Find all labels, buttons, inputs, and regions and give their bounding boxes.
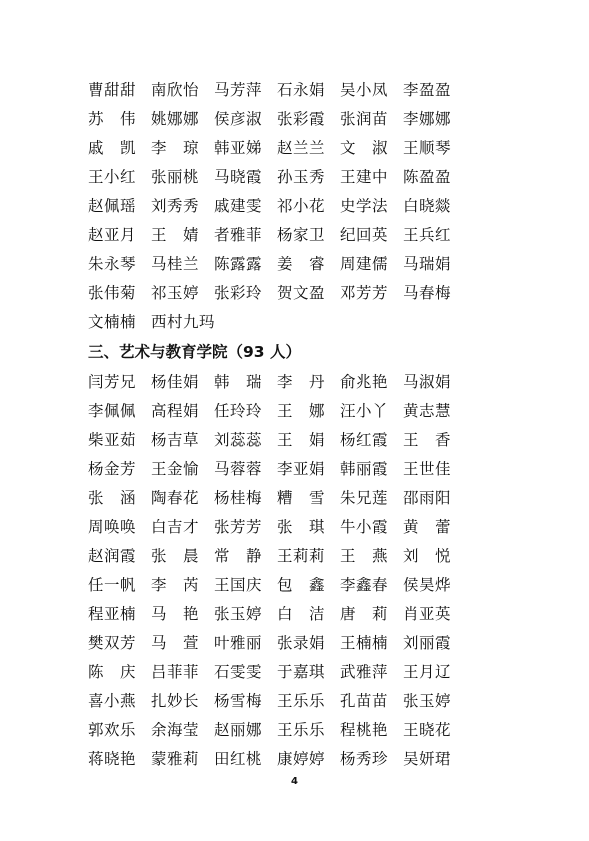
person-name: 马瑞娟 xyxy=(403,254,452,273)
person-name: 孙玉秀 xyxy=(277,167,326,186)
person-name: 王楠楠 xyxy=(340,633,389,652)
person-name: 常 静 xyxy=(214,546,263,565)
person-name: 王 婧 xyxy=(151,225,200,244)
person-name: 糟 雪 xyxy=(277,488,326,507)
person-name: 韩亚娣 xyxy=(214,138,263,157)
person-name: 任玲玲 xyxy=(214,401,263,420)
person-name: 李佩佩 xyxy=(88,401,137,420)
person-name: 吴妍珺 xyxy=(403,749,452,768)
person-name: 马蓉蓉 xyxy=(214,459,263,478)
name-row xyxy=(88,395,558,424)
person-name: 王兵红 xyxy=(403,225,452,244)
person-name: 王乐乐 xyxy=(277,691,326,710)
name-row xyxy=(88,306,558,335)
person-name: 杨吉草 xyxy=(151,430,200,449)
person-name: 马淑娟 xyxy=(403,372,452,391)
person-name: 王晓花 xyxy=(403,720,452,739)
person-name: 张 涵 xyxy=(88,488,137,507)
person-name: 祁玉婷 xyxy=(151,283,200,302)
person-name: 张润苗 xyxy=(340,109,389,128)
name-row xyxy=(88,424,558,453)
name-row xyxy=(88,74,558,103)
person-name: 张伟菊 xyxy=(88,283,137,302)
person-name: 王小红 xyxy=(88,167,137,186)
person-name: 张彩霞 xyxy=(277,109,326,128)
person-name: 黄志慧 xyxy=(403,401,452,420)
person-name: 李亚娟 xyxy=(277,459,326,478)
person-name: 王 娟 xyxy=(277,430,326,449)
person-name: 赵润霞 xyxy=(88,546,137,565)
person-name: 喜小燕 xyxy=(88,691,137,710)
person-name: 陶春花 xyxy=(151,488,200,507)
person-name: 马春梅 xyxy=(403,283,452,302)
person-name: 肖亚英 xyxy=(403,604,452,623)
person-name: 陈露露 xyxy=(214,254,263,273)
person-name: 吕菲菲 xyxy=(151,662,200,681)
name-row xyxy=(88,598,558,627)
person-name: 侯昊烨 xyxy=(403,575,452,594)
person-name: 李 丹 xyxy=(277,372,326,391)
person-name: 赵亚月 xyxy=(88,225,137,244)
name-row xyxy=(88,540,558,569)
person-name: 张 琪 xyxy=(277,517,326,536)
person-name: 赵佩瑶 xyxy=(88,196,137,215)
person-name: 赵丽娜 xyxy=(214,720,263,739)
person-name: 王 娜 xyxy=(277,401,326,420)
person-name: 李 琼 xyxy=(151,138,200,157)
name-row xyxy=(88,248,558,277)
name-row xyxy=(88,103,558,132)
name-row xyxy=(88,743,558,772)
person-name: 张录娟 xyxy=(277,633,326,652)
person-name: 马芳萍 xyxy=(214,80,263,99)
person-name: 李盈盈 xyxy=(403,80,452,99)
person-name: 邵雨阳 xyxy=(403,488,452,507)
person-name: 牛小霞 xyxy=(340,517,389,536)
name-row xyxy=(88,569,558,598)
person-name: 张丽桃 xyxy=(151,167,200,186)
person-name: 杨金芳 xyxy=(88,459,137,478)
page-number: 4 xyxy=(291,776,298,787)
person-name: 李鑫春 xyxy=(340,575,389,594)
person-name: 余海莹 xyxy=(151,720,200,739)
person-name: 刘丽霞 xyxy=(403,633,452,652)
person-name: 朱永琴 xyxy=(88,254,137,273)
person-name: 白 洁 xyxy=(277,604,326,623)
name-list-art-education xyxy=(88,366,558,772)
name-row xyxy=(88,627,558,656)
person-name: 白晓燚 xyxy=(403,196,452,215)
person-name: 王 燕 xyxy=(340,546,389,565)
person-name: 史学法 xyxy=(340,196,389,215)
person-name: 张 晨 xyxy=(151,546,200,565)
person-name: 王莉莉 xyxy=(277,546,326,565)
person-name: 杨雪梅 xyxy=(214,691,263,710)
person-name: 汪小丫 xyxy=(340,401,389,420)
person-name: 贺文盈 xyxy=(277,283,326,302)
person-name: 姜 睿 xyxy=(277,254,326,273)
name-row xyxy=(88,190,558,219)
person-name: 南欣怡 xyxy=(151,80,200,99)
person-name: 俞兆艳 xyxy=(340,372,389,391)
person-name: 石永娟 xyxy=(277,80,326,99)
person-name: 杨桂梅 xyxy=(214,488,263,507)
person-name: 孔苗苗 xyxy=(340,691,389,710)
person-name: 侯彦淑 xyxy=(214,109,263,128)
person-name: 刘 悦 xyxy=(403,546,452,565)
person-name: 王建中 xyxy=(340,167,389,186)
person-name: 唐 莉 xyxy=(340,604,389,623)
person-name: 李娜娜 xyxy=(403,109,452,128)
person-name: 陈盈盈 xyxy=(403,167,452,186)
person-name: 戚 凯 xyxy=(88,138,137,157)
person-name: 纪回英 xyxy=(340,225,389,244)
person-name: 刘蕊蕊 xyxy=(214,430,263,449)
name-row xyxy=(88,685,558,714)
person-name: 文 淑 xyxy=(340,138,389,157)
person-name: 康婷婷 xyxy=(277,749,326,768)
person-name: 扎妙长 xyxy=(151,691,200,710)
person-name: 杨秀珍 xyxy=(340,749,389,768)
person-name: 苏 伟 xyxy=(88,109,137,128)
person-name: 蒙雅莉 xyxy=(151,749,200,768)
person-name: 闫芳兄 xyxy=(88,372,137,391)
person-name: 石雯雯 xyxy=(214,662,263,681)
person-name: 马桂兰 xyxy=(151,254,200,273)
person-name: 韩 瑞 xyxy=(214,372,263,391)
person-name: 田红桃 xyxy=(214,749,263,768)
person-name: 程亚楠 xyxy=(88,604,137,623)
person-name: 武雅萍 xyxy=(340,662,389,681)
name-list-previous-section xyxy=(88,74,558,335)
person-name: 朱兄莲 xyxy=(340,488,389,507)
name-row xyxy=(88,132,558,161)
person-name: 曹甜甜 xyxy=(88,80,137,99)
person-name: 叶雅丽 xyxy=(214,633,263,652)
person-name: 王月辽 xyxy=(403,662,452,681)
person-name: 王金愉 xyxy=(151,459,200,478)
person-name: 于嘉琪 xyxy=(277,662,326,681)
person-name: 马 萱 xyxy=(151,633,200,652)
person-name: 李 芮 xyxy=(151,575,200,594)
person-name: 蒋晓艳 xyxy=(88,749,137,768)
person-name: 高程娟 xyxy=(151,401,200,420)
name-row xyxy=(88,219,558,248)
person-name: 吴小凤 xyxy=(340,80,389,99)
person-name: 张芳芳 xyxy=(214,517,263,536)
person-name: 包 鑫 xyxy=(277,575,326,594)
person-name: 王乐乐 xyxy=(277,720,326,739)
person-name: 韩丽霞 xyxy=(340,459,389,478)
person-name: 周唤唤 xyxy=(88,517,137,536)
person-name: 白吉才 xyxy=(151,517,200,536)
person-name: 王国庆 xyxy=(214,575,263,594)
person-name: 张玉婷 xyxy=(403,691,452,710)
person-name: 杨红霞 xyxy=(340,430,389,449)
person-name: 樊双芳 xyxy=(88,633,137,652)
person-name: 黄 蕾 xyxy=(403,517,452,536)
person-name: 刘秀秀 xyxy=(151,196,200,215)
section-heading: 三、艺术与教育学院（93 人） xyxy=(88,343,301,361)
person-name: 周建儒 xyxy=(340,254,389,273)
person-name: 杨家卫 xyxy=(277,225,326,244)
person-name: 马晓霞 xyxy=(214,167,263,186)
person-name: 姚娜娜 xyxy=(151,109,200,128)
person-name: 柴亚茹 xyxy=(88,430,137,449)
name-row xyxy=(88,482,558,511)
name-row xyxy=(88,366,558,395)
person-name: 祁小花 xyxy=(277,196,326,215)
person-name: 邓芳芳 xyxy=(340,283,389,302)
name-row xyxy=(88,161,558,190)
person-name: 郭欢乐 xyxy=(88,720,137,739)
person-name: 赵兰兰 xyxy=(277,138,326,157)
name-row xyxy=(88,656,558,685)
name-row xyxy=(88,277,558,306)
person-name: 程桃艳 xyxy=(340,720,389,739)
person-name: 戚建雯 xyxy=(214,196,263,215)
person-name: 文楠楠 xyxy=(88,312,137,331)
name-row xyxy=(88,511,558,540)
person-name: 西村九玛 xyxy=(151,312,216,331)
person-name: 王顺琴 xyxy=(403,138,452,157)
person-name: 张玉婷 xyxy=(214,604,263,623)
person-name: 王 香 xyxy=(403,430,452,449)
person-name: 杨佳娟 xyxy=(151,372,200,391)
name-row xyxy=(88,453,558,482)
person-name: 任一帆 xyxy=(88,575,137,594)
person-name: 王世佳 xyxy=(403,459,452,478)
person-name: 张彩玲 xyxy=(214,283,263,302)
person-name: 马 艳 xyxy=(151,604,200,623)
person-name: 陈 庆 xyxy=(88,662,137,681)
person-name: 者雅菲 xyxy=(214,225,263,244)
name-row xyxy=(88,714,558,743)
